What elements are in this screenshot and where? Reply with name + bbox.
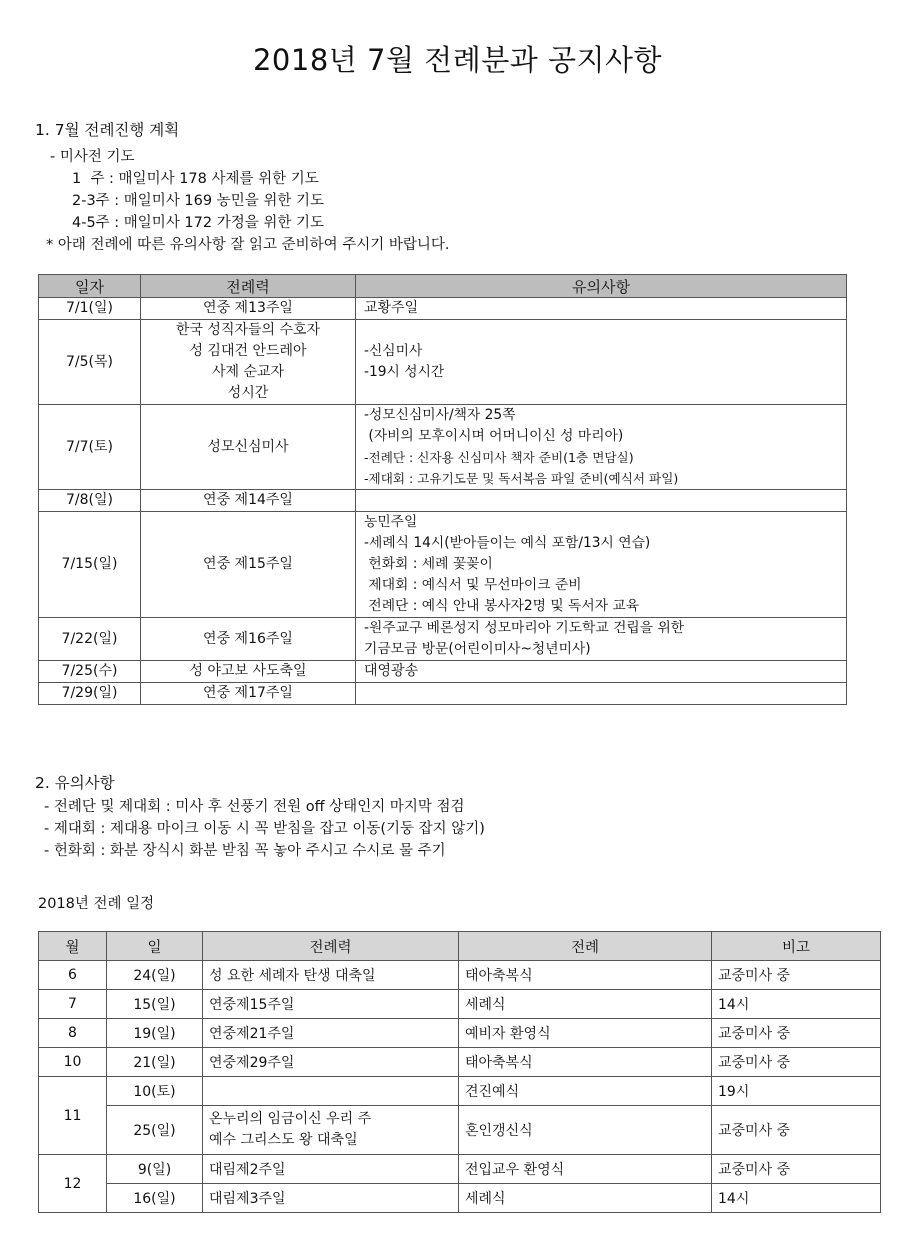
header-notes: 유의사항 — [356, 275, 847, 298]
july-schedule-table — [38, 274, 847, 705]
table-row — [39, 320, 847, 405]
page-title: 2018년 7월 전례분과 공지사항 — [252, 43, 663, 77]
day-cell: 15(일) — [107, 990, 203, 1019]
day-cell: 24(일) — [107, 961, 203, 990]
table-row — [39, 512, 847, 618]
liturgy-cell: 연중 제14주일 — [141, 490, 356, 512]
header-date: 일자 — [39, 275, 141, 298]
date-cell: 7/1(일) — [39, 298, 141, 320]
date-cell: 7/5(목) — [39, 320, 141, 405]
header-day: 일 — [107, 932, 203, 961]
rite-cell: 견진예식 — [459, 1077, 712, 1106]
liturgy-cell: 연중제29주일 — [203, 1048, 459, 1077]
rite-cell: 혼인갱신식 — [459, 1106, 712, 1155]
liturgy-line: 성 김대건 안드레아 — [189, 343, 307, 359]
table-row — [39, 298, 847, 320]
table-row — [39, 683, 847, 705]
date-cell: 7/7(토) — [39, 405, 141, 490]
remark-cell: 교중미사 중 — [712, 961, 881, 990]
date-cell: 7/29(일) — [39, 683, 141, 705]
rite-cell: 예비자 환영식 — [459, 1019, 712, 1048]
prayer-list — [46, 146, 450, 256]
liturgy-cell: 연중 제15주일 — [141, 512, 356, 618]
liturgy-cell: 연중제21주일 — [203, 1019, 459, 1048]
liturgy-line: 한국 성직자들의 수호자 — [175, 322, 321, 338]
remark-cell: 교중미사 중 — [712, 1019, 881, 1048]
liturgy-cell — [141, 320, 356, 405]
table-row — [39, 1019, 881, 1048]
month-cell: 11 — [39, 1077, 107, 1155]
rite-cell: 세례식 — [459, 1184, 712, 1213]
note-line: 헌화회 : 세례 꽃꽂이 — [364, 556, 493, 572]
note-line: 전례단 : 예식 안내 봉사자2명 및 독서자 교육 — [364, 598, 640, 614]
liturgy-cell: 성 요한 세례자 탄생 대축일 — [203, 961, 459, 990]
month-cell: 8 — [39, 1019, 107, 1048]
table-row — [39, 490, 847, 512]
notes-cell: 교황주일 — [356, 298, 847, 320]
notes-cell: 대영광송 — [356, 661, 847, 683]
liturgy-cell: 성 야고보 사도축일 — [141, 661, 356, 683]
month-cell: 6 — [39, 961, 107, 990]
remark-cell: 교중미사 중 — [712, 1155, 881, 1184]
prayer-title: - 미사전 기도 — [50, 149, 135, 165]
table-row — [39, 1184, 881, 1213]
notes-cell — [356, 512, 847, 618]
note-line: -신심미사 — [364, 343, 423, 359]
day-cell: 21(일) — [107, 1048, 203, 1077]
header-liturgy: 전례력 — [203, 932, 459, 961]
date-cell: 7/8(일) — [39, 490, 141, 512]
rite-cell: 태아축복식 — [459, 961, 712, 990]
table-row — [39, 1155, 881, 1184]
table-row — [39, 961, 881, 990]
month-cell: 12 — [39, 1155, 107, 1213]
liturgy-cell: 성모신심미사 — [141, 405, 356, 490]
caution-item: - 전례단 및 제대회 : 미사 후 선풍기 전원 off 상태인지 마지막 점검 — [44, 799, 465, 815]
caution-item: - 헌화회 : 화분 장식시 화분 받침 꼭 놓아 주시고 수시로 물 주기 — [44, 843, 446, 859]
table-row — [39, 1077, 881, 1106]
notes-cell — [356, 320, 847, 405]
caution-list — [44, 796, 485, 862]
liturgy-line: 온누리의 임금이신 우리 주 — [209, 1111, 372, 1127]
header-rite: 전례 — [459, 932, 712, 961]
note-line: 제대회 : 예식서 및 무선마이크 준비 — [364, 577, 582, 593]
prayer-line: 2-3주 : 매일미사 169 농민을 위한 기도 — [72, 193, 324, 209]
liturgy-cell: 연중 제17주일 — [141, 683, 356, 705]
month-cell: 7 — [39, 990, 107, 1019]
table-row — [39, 1048, 881, 1077]
liturgy-cell: 연중제15주일 — [203, 990, 459, 1019]
liturgy-line: 예수 그리스도 왕 대축일 — [209, 1132, 358, 1148]
note-line: -19시 성시간 — [364, 364, 445, 380]
day-cell: 10(토) — [107, 1077, 203, 1106]
note-line: -전례단 : 신자용 신심미사 책자 준비(1층 면담실) — [364, 450, 634, 465]
rite-cell: 세례식 — [459, 990, 712, 1019]
notes-cell — [356, 618, 847, 661]
liturgy-line: 사제 순교자 — [211, 364, 285, 380]
liturgy-line: 성시간 — [227, 385, 269, 401]
table-row — [39, 618, 847, 661]
header-month: 월 — [39, 932, 107, 961]
section2-heading: 2. 유의사항 — [35, 774, 115, 792]
prayer-line: 4-5주 : 매일미사 172 가정을 위한 기도 — [72, 215, 324, 231]
note-line: -성모신심미사/책자 25쪽 — [364, 407, 516, 423]
month-cell: 10 — [39, 1048, 107, 1077]
remark-cell: 교중미사 중 — [712, 1106, 881, 1155]
day-cell: 9(일) — [107, 1155, 203, 1184]
liturgy-cell — [203, 1106, 459, 1155]
date-cell: 7/25(수) — [39, 661, 141, 683]
liturgy-cell: 대림제3주일 — [203, 1184, 459, 1213]
rite-cell: 전입교우 환영식 — [459, 1155, 712, 1184]
liturgy-cell — [203, 1077, 459, 1106]
table-row — [39, 1106, 881, 1155]
day-cell: 16(일) — [107, 1184, 203, 1213]
remark-cell: 14시 — [712, 990, 881, 1019]
day-cell: 25(일) — [107, 1106, 203, 1155]
date-cell: 7/22(일) — [39, 618, 141, 661]
notes-cell — [356, 683, 847, 705]
remark-cell: 교중미사 중 — [712, 1048, 881, 1077]
day-cell: 19(일) — [107, 1019, 203, 1048]
liturgy-cell: 대림제2주일 — [203, 1155, 459, 1184]
section1-heading: 1. 7월 전례진행 계획 — [35, 121, 180, 139]
prayer-line: 1 주 : 매일미사 178 사제를 위한 기도 — [72, 171, 319, 187]
liturgy-cell: 연중 제13주일 — [141, 298, 356, 320]
table-row — [39, 661, 847, 683]
note-line: -원주교구 베론성지 성모마리아 기도학교 건립을 위한 — [364, 620, 685, 636]
yearly-calendar-table — [38, 931, 881, 1213]
table-row — [39, 405, 847, 490]
header-remark: 비고 — [712, 932, 881, 961]
notes-cell — [356, 490, 847, 512]
note-line: -제대회 : 고유기도문 및 독서복음 파일 준비(예식서 파일) — [364, 471, 679, 486]
note-line: 농민주일 — [364, 514, 418, 530]
date-cell: 7/15(일) — [39, 512, 141, 618]
remark-cell: 19시 — [712, 1077, 881, 1106]
table-row — [39, 990, 881, 1019]
notice-line: * 아래 전례에 따른 유의사항 잘 읽고 준비하여 주시기 바랍니다. — [46, 237, 450, 253]
note-line: -세례식 14시(받아들이는 예식 포함/13시 연습) — [364, 535, 651, 551]
notes-cell — [356, 405, 847, 490]
liturgy-cell: 연중 제16주일 — [141, 618, 356, 661]
calendar-heading: 2018년 전례 일정 — [38, 896, 155, 912]
header-liturgy: 전례력 — [141, 275, 356, 298]
caution-item: - 제대회 : 제대용 마이크 이동 시 꼭 받침을 잡고 이동(기둥 잡지 않기) — [44, 821, 485, 837]
note-line: (자비의 모후이시며 어머니이신 성 마리아) — [364, 428, 624, 444]
rite-cell: 태아축복식 — [459, 1048, 712, 1077]
remark-cell: 14시 — [712, 1184, 881, 1213]
note-line: 기금모금 방문(어린이미사~청년미사) — [364, 641, 591, 657]
